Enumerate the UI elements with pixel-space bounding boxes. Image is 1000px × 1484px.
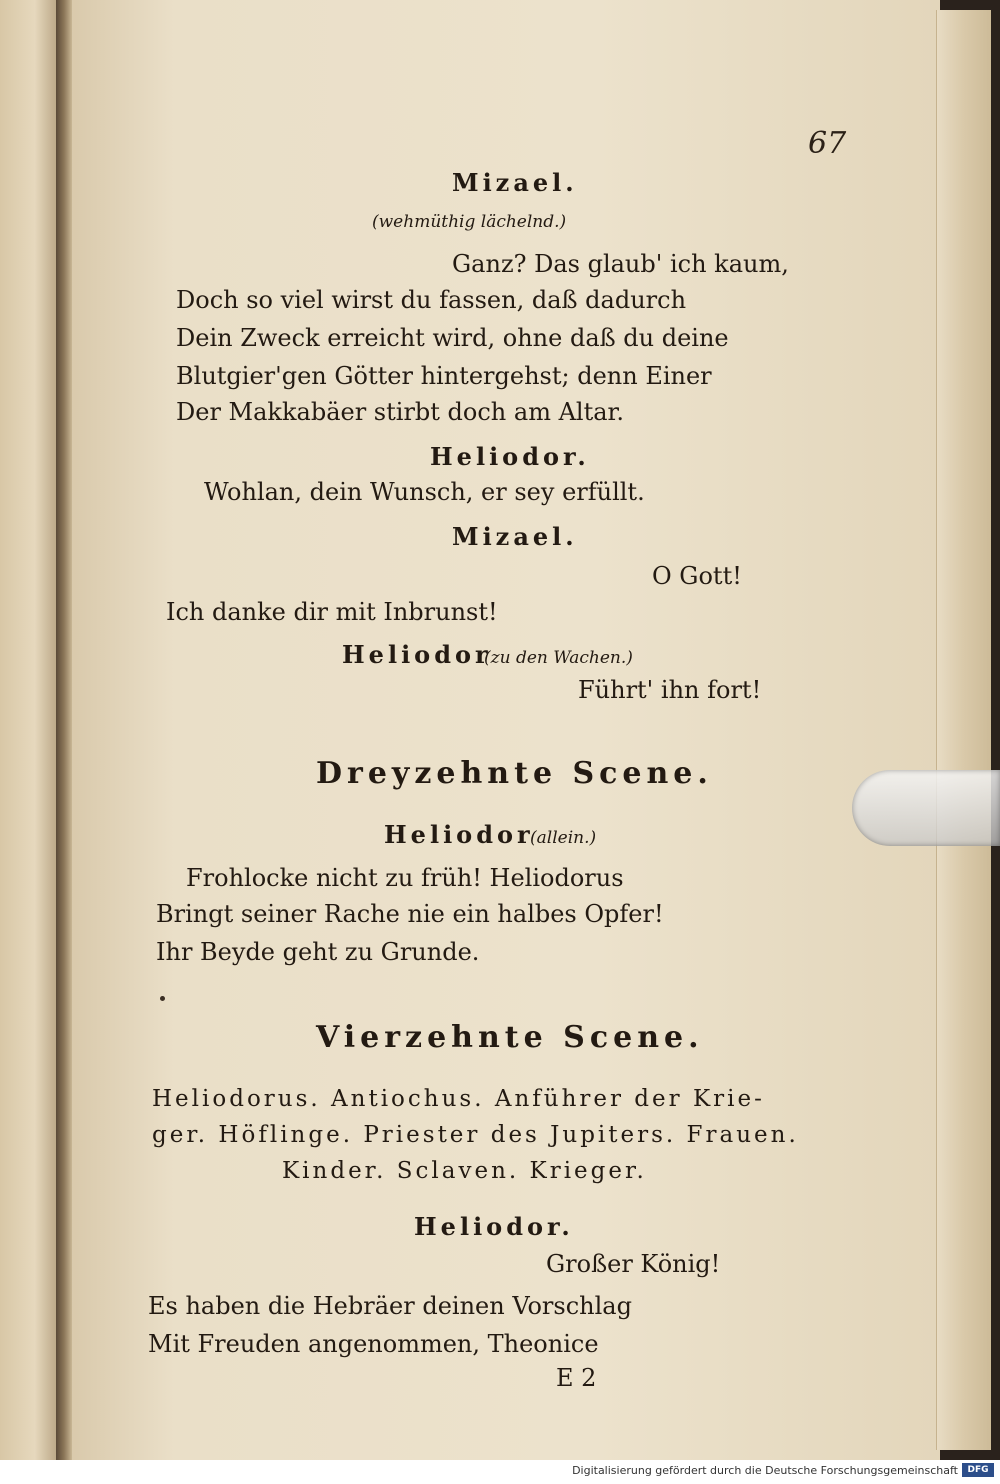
scene-heading: Dreyzehnte Scene. [316, 756, 713, 791]
speaker-mizael: Mizael. [452, 168, 578, 197]
speaker-heliodor: Heliodor [384, 820, 534, 849]
verse-line: Es haben die Hebräer deinen Vorschlag [148, 1292, 632, 1320]
speaker-heliodor: Heliodor. [414, 1212, 574, 1241]
speaker-mizael: Mizael. [452, 522, 578, 551]
verse-line: Ganz? Das glaub' ich kaum, [452, 250, 789, 278]
verse-line: Großer König! [546, 1250, 721, 1278]
dfg-logo: DFG [962, 1463, 994, 1477]
scene-heading: Vierzehnte Scene. [316, 1020, 704, 1055]
book-gutter [56, 0, 72, 1460]
verse-line: Der Makkabäer stirbt doch am Altar. [176, 398, 625, 426]
verse-line: Frohlocke nicht zu früh! Heliodorus [186, 864, 624, 892]
stage-direction: (allein.) [530, 828, 597, 848]
page-number: 67 [808, 126, 847, 161]
speaker-heliodor: Heliodor. [430, 442, 590, 471]
cast-list-line: Heliodorus. Antiochus. Anführer der Krie- [152, 1086, 765, 1112]
verse-line: Ihr Beyde geht zu Grunde. [156, 938, 480, 966]
funding-credit: Digitalisierung gefördert durch die Deutsche Forschungsgemeinschaft [572, 1464, 958, 1477]
verse-line: Mit Freuden angenommen, Theonice [148, 1330, 599, 1358]
page-stack-edge [936, 10, 991, 1450]
verse-line: Ich danke dir mit Inbrunst! [166, 598, 498, 626]
verse-line: Führt' ihn fort! [578, 676, 762, 704]
verse-line: O Gott! [652, 562, 742, 590]
verse-line: Dein Zweck erreicht wird, ohne daß du deine [176, 324, 729, 352]
stage-direction: (zu den Wachen.) [484, 648, 633, 668]
verse-line: Doch so viel wirst du fassen, daß dadurch [176, 286, 687, 314]
verse-line: Blutgier'gen Götter hintergehst; denn Einer [176, 362, 712, 390]
verse-line: Wohlan, dein Wunsch, er sey erfüllt. [204, 478, 645, 506]
speaker-heliodor: Heliodor [342, 640, 492, 669]
glass-page-weight [852, 770, 1000, 846]
signature-mark: E 2 [556, 1364, 597, 1392]
cast-list-line: ger. Höflinge. Priester des Jupiters. Frauen. [152, 1122, 799, 1148]
cast-list-line: Kinder. Sclaven. Krieger. [282, 1158, 647, 1184]
ink-speck [160, 996, 165, 1001]
stage-direction: (wehmüthig lächelnd.) [372, 212, 567, 232]
verse-line: Bringt seiner Rache nie ein halbes Opfer! [156, 900, 664, 928]
left-page-edge [0, 0, 58, 1460]
